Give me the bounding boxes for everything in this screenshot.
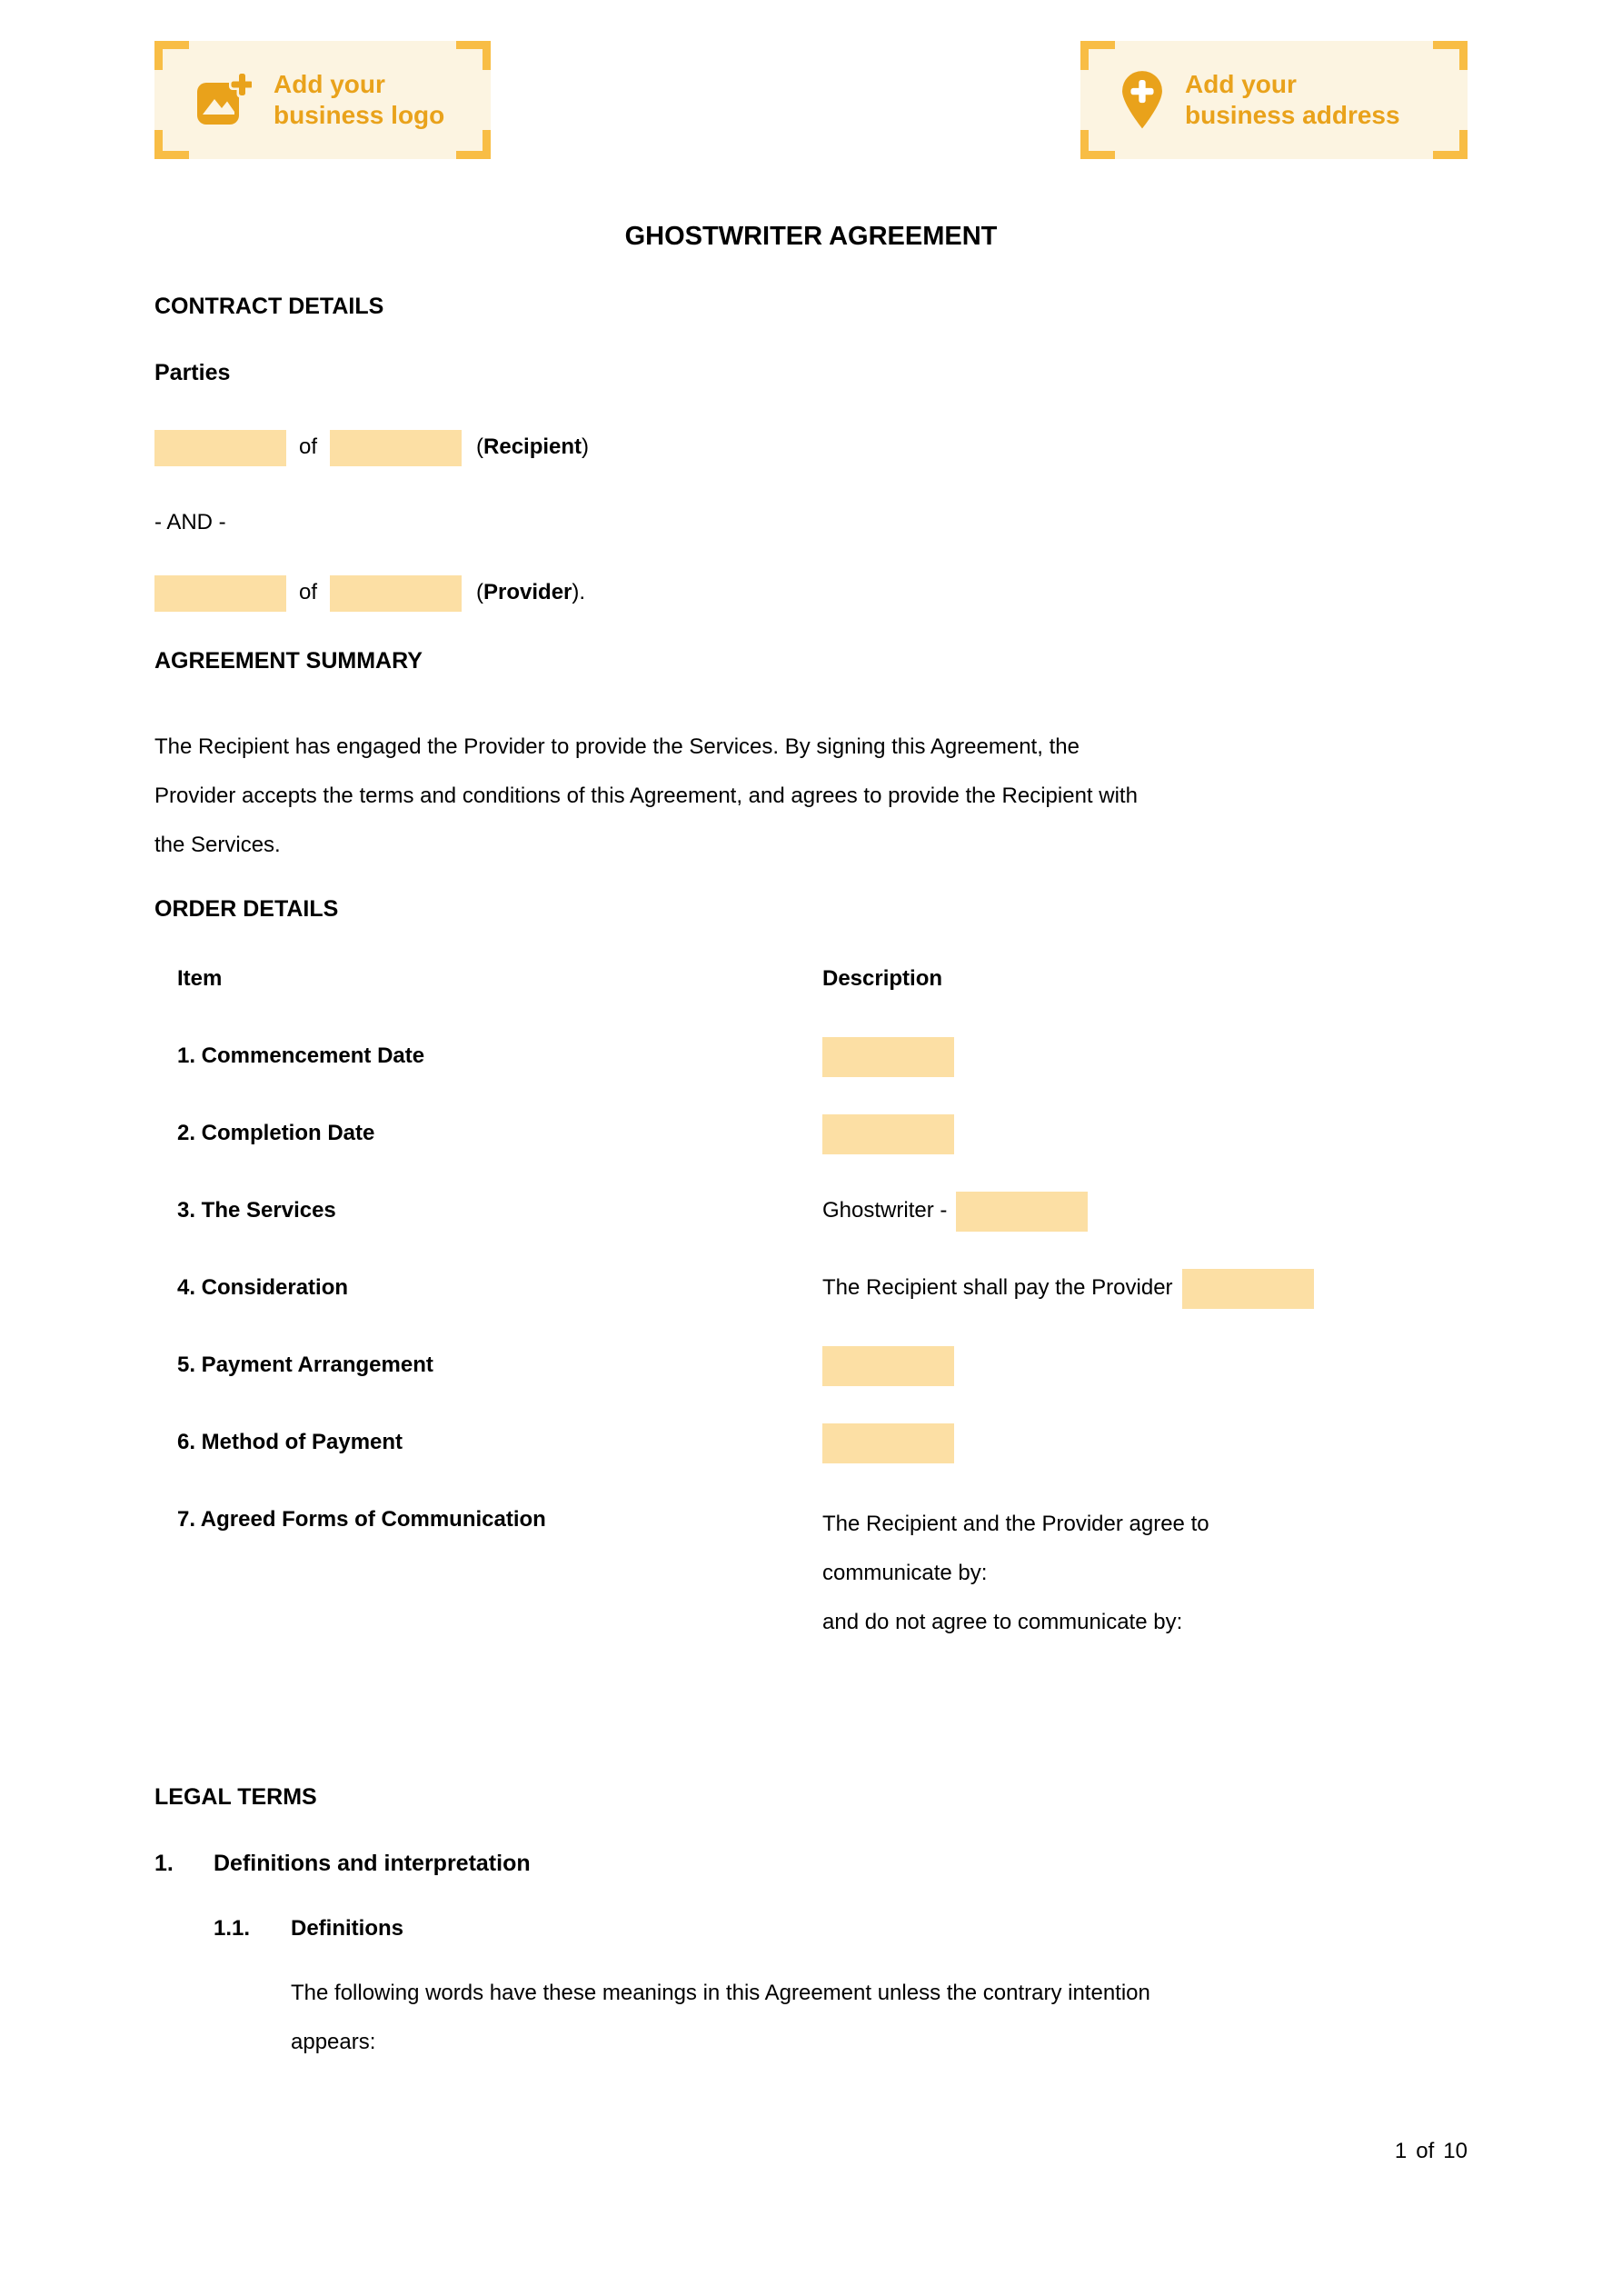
corner-bracket <box>1080 130 1115 159</box>
provider-name-placeholder[interactable] <box>154 575 286 612</box>
recipient-line <box>154 427 1468 467</box>
table-header-row <box>177 959 1468 1036</box>
table-row <box>177 1191 1468 1268</box>
image-plus-icon <box>195 72 252 128</box>
order-details-table <box>177 959 1468 1647</box>
document-title: GHOSTWRITER AGREEMENT <box>624 222 998 251</box>
parties-label: Parties <box>154 360 231 385</box>
provider-address-placeholder[interactable] <box>330 575 462 612</box>
table-row <box>177 1113 1468 1191</box>
row-description: Ghostwriter - <box>822 1191 1468 1232</box>
row-item-label: 7. Agreed Forms of Communication <box>177 1507 546 1532</box>
contract-details-heading: CONTRACT DETAILS <box>154 294 384 319</box>
method-of-payment-placeholder[interactable] <box>822 1423 954 1463</box>
add-business-address-label: Add your business address <box>1185 70 1400 129</box>
row-description <box>822 1345 1468 1386</box>
row-item-label: 2. Completion Date <box>177 1121 375 1145</box>
row-item-label: 1. Commencement Date <box>177 1043 425 1068</box>
add-business-address-badge[interactable] <box>1080 41 1468 159</box>
page-current: 1 <box>1394 2139 1408 2163</box>
corner-bracket <box>154 41 189 70</box>
location-pin-plus-icon <box>1121 70 1163 130</box>
page-total: 10 <box>1443 2139 1468 2163</box>
provider-of-text: of <box>299 580 318 604</box>
corner-bracket <box>1080 41 1115 70</box>
corner-bracket <box>1433 130 1468 159</box>
add-business-logo-label: Add your business logo <box>274 70 445 129</box>
table-row <box>177 1423 1468 1500</box>
consideration-placeholder[interactable] <box>1182 1269 1314 1309</box>
row-item-label: 3. The Services <box>177 1198 336 1223</box>
corner-bracket <box>154 130 189 159</box>
table-row <box>177 1500 1468 1647</box>
row-item-label: 5. Payment Arrangement <box>177 1353 433 1377</box>
recipient-role-label: (Recipient) <box>476 434 590 459</box>
table-row <box>177 1268 1468 1345</box>
header <box>154 0 1468 159</box>
commencement-date-placeholder[interactable] <box>822 1037 954 1077</box>
add-business-logo-badge[interactable] <box>154 41 491 159</box>
page-number-indicator <box>1395 2138 1468 2165</box>
section-1-1-number: 1.1. <box>214 1916 251 1941</box>
payment-arrangement-placeholder[interactable] <box>822 1346 954 1386</box>
corner-bracket <box>456 41 491 70</box>
section-1-1-title: Definitions <box>291 1916 403 1941</box>
section-1-title: Definitions and interpretation <box>214 1851 531 1876</box>
column-header-description: Description <box>822 966 943 991</box>
row-item-label: 4. Consideration <box>177 1275 349 1300</box>
section-1-heading <box>154 1849 1468 1878</box>
row-item-label: 6. Method of Payment <box>177 1430 403 1454</box>
row-description <box>822 1036 1468 1077</box>
and-separator: - AND - <box>154 510 226 534</box>
definitions-intro-paragraph: The following words have these meanings in this Agreement unless the contrary intention appears: <box>291 1981 1150 2054</box>
recipient-address-placeholder[interactable] <box>330 430 462 466</box>
table-row <box>177 1345 1468 1423</box>
row-description <box>822 1113 1468 1154</box>
row-description <box>822 1423 1468 1463</box>
recipient-name-placeholder[interactable] <box>154 430 286 466</box>
agreement-summary-heading: AGREEMENT SUMMARY <box>154 648 423 674</box>
provider-role-label: (Provider). <box>476 580 586 604</box>
legal-terms-heading: LEGAL TERMS <box>154 1784 317 1810</box>
provider-line <box>154 573 1468 613</box>
services-placeholder[interactable] <box>956 1192 1088 1232</box>
completion-date-placeholder[interactable] <box>822 1114 954 1154</box>
section-1-1-heading <box>214 1914 1468 1943</box>
recipient-of-text: of <box>299 434 318 459</box>
corner-bracket <box>1433 41 1468 70</box>
section-1-number: 1. <box>154 1851 174 1876</box>
table-row <box>177 1036 1468 1113</box>
page-separator: of <box>1416 2139 1435 2163</box>
row-description: The Recipient and the Provider agree to communicate by: and do not agree to communicate by: <box>822 1512 1209 1634</box>
agreement-summary-body: The Recipient has engaged the Provider to provide the Services. By signing this Agreement, the Provider accepts the terms and conditions of this Agreement, and agrees to provide the Recipient with the Services. <box>154 734 1138 857</box>
corner-bracket <box>456 130 491 159</box>
order-details-heading: ORDER DETAILS <box>154 896 339 922</box>
row-description: The Recipient shall pay the Provider <box>822 1268 1468 1309</box>
column-header-item: Item <box>177 966 223 991</box>
